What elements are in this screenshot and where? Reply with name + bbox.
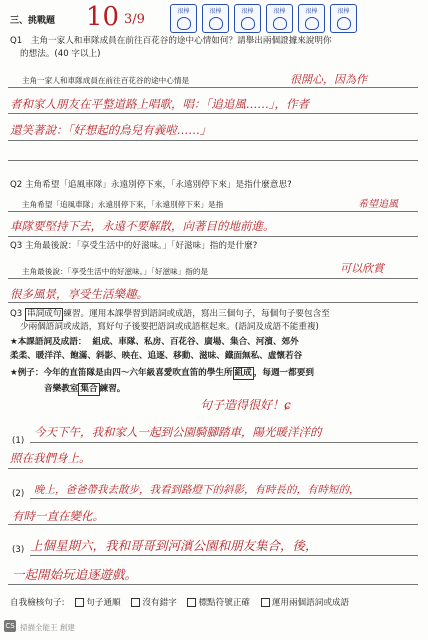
teacher-comment: 句子造得很好！ɕ bbox=[200, 398, 291, 412]
q2-prompt: Q2 主角希望「追風車隊」永遠別停下來，「永遠別停下來」是指什麼意思? bbox=[10, 180, 292, 190]
writing-line bbox=[8, 584, 418, 585]
q2-answer-print: 主角希望「追風車隊」永遠別停下來，「永遠別停下來」是指 bbox=[22, 200, 224, 209]
q3b-prompt-line1: Q3 串詞成句 練習。運用本課學習到語詞或成語，寫出三個句子，每個句子要包含至 bbox=[10, 309, 330, 319]
writing-line bbox=[8, 236, 418, 237]
q3b-prompt-line2: 少兩個語詞或成語，寫好句子後要把語詞或成語框起來。(語詞及成語不能重複) bbox=[20, 322, 319, 332]
writing-line bbox=[8, 113, 418, 114]
q2-answer-handwritten-2: 車隊要堅持下去，永遠不要解散，向著目的地前進。 bbox=[10, 219, 275, 233]
stamp-icon: 很棒 bbox=[202, 4, 229, 33]
scanner-watermark: 掃描全能王 創建 bbox=[20, 623, 75, 632]
writing-line bbox=[30, 498, 418, 499]
camscanner-logo-icon: CS bbox=[5, 622, 15, 630]
q1-prompt-line1: Q1 主角一家人和車隊成員在前往百花谷的途中心情如何？請舉出兩個證據來說明你 bbox=[10, 36, 332, 46]
sentence-3-line1: 上個星期六，我和哥哥到河濱公園和朋友集合，後， bbox=[30, 538, 318, 553]
section-title: 三、挑戰題 bbox=[10, 16, 56, 26]
words-list-line2: 柔柔、暖洋洋、飽滿、斜影、映在、追逐、移動、滋味、鐵面無私、虛懷若谷 bbox=[10, 351, 303, 361]
words-list-line1: ★本課語詞及成語： 組成、車隊、私房、百花谷、廣場、集合、河濱、郊外 bbox=[10, 337, 299, 347]
checkbox[interactable] bbox=[261, 598, 270, 607]
stamp-icon: 很棒 bbox=[330, 4, 357, 33]
sentence-1-line2: 照在我們身上。 bbox=[10, 451, 91, 465]
writing-line bbox=[30, 555, 418, 556]
writing-line bbox=[8, 211, 418, 212]
q3a-prompt: Q3 主角最後說：「享受生活中的好滋味。」「好滋味」指的是什麼? bbox=[10, 241, 258, 251]
stamp-icon: 很棒 bbox=[266, 4, 293, 33]
writing-line bbox=[30, 442, 418, 443]
q3a-answer-print: 主角最後說：「享受生活中的好滋味。」「好滋味」指的是 bbox=[22, 267, 209, 276]
self-check-row: 自我檢核句子: 句子通順 沒有錯字 標點符號正確 運用兩個語詞或成語 bbox=[10, 598, 350, 608]
q3a-answer-handwritten-2: 很多風景，享受生活樂趣。 bbox=[10, 287, 148, 301]
q1-answer-handwritten-1: 很開心，因為作 bbox=[290, 73, 367, 86]
score: 10 bbox=[86, 2, 120, 32]
writing-line bbox=[8, 524, 418, 525]
stamp-icon: 很棒 bbox=[170, 4, 197, 33]
stamp-icon: 很棒 bbox=[234, 4, 261, 33]
sentence-2-line1: 晚上，爸爸帶我去散步，我看到路燈下的斜影，有時長的，有時短的， bbox=[34, 484, 360, 496]
checkbox[interactable] bbox=[131, 598, 140, 607]
q1-answer-handwritten-3: 還笑著說：「好想起的鳥兒有義啦……」 bbox=[10, 123, 212, 137]
example-line2: 音樂教室 集合 練習。 bbox=[44, 384, 126, 394]
sentence-2-line2: 有時一直在變化。 bbox=[12, 509, 104, 523]
sentence-3-number: (3) bbox=[12, 545, 25, 555]
sentence-3-line2: 一起開始玩追逐遊戲。 bbox=[12, 567, 138, 582]
sentence-1-number: (1) bbox=[12, 436, 25, 446]
writing-line bbox=[8, 278, 418, 279]
checkbox[interactable] bbox=[187, 598, 196, 607]
example-line1: ★例子：今年的直笛隊是由四～六年級喜愛吹直笛的學生所 組成 ，每週一都要到 bbox=[10, 368, 314, 378]
writing-line bbox=[8, 87, 418, 88]
q1-prompt-line2: 的想法。(40 字以上) bbox=[20, 49, 101, 59]
q3a-answer-handwritten-1: 可以欣賞 bbox=[340, 262, 384, 275]
writing-line bbox=[8, 468, 418, 469]
date: 3/9 bbox=[124, 12, 145, 27]
q2-answer-handwritten-1: 希望追風 bbox=[358, 199, 398, 210]
writing-line bbox=[8, 302, 418, 303]
writing-line bbox=[8, 160, 418, 161]
writing-line bbox=[8, 140, 418, 141]
sentence-2-number: (2) bbox=[12, 489, 25, 499]
q1-answer-print: 主角一家人和車隊成員在前往百花谷的途中心情是 bbox=[22, 76, 190, 85]
checkbox[interactable] bbox=[75, 598, 84, 607]
q1-answer-handwritten-2: 者和家人朋友在平整道路上唱歌，唱：「追追風……」，作者 bbox=[10, 97, 309, 111]
stamp-icon: 很棒 bbox=[298, 4, 325, 33]
sentence-1-line1: 今天下午，我和家人一起到公園騎腳踏車，陽光暖洋洋的 bbox=[34, 425, 322, 439]
